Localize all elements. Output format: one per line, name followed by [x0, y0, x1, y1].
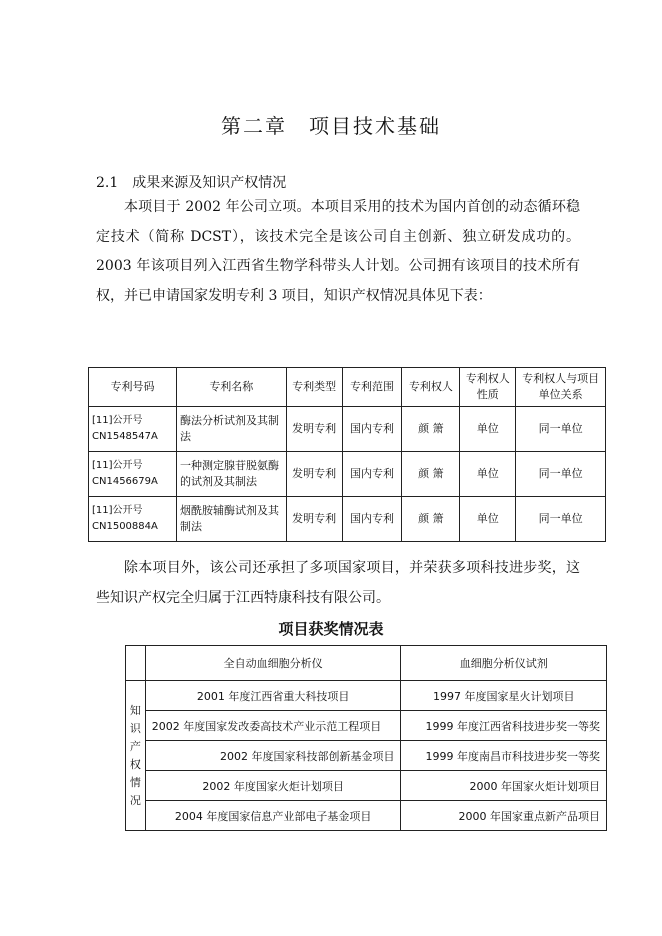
reagent-award: 1999 年度江西省科技进步奖一等奖: [401, 711, 607, 741]
header-holder-relation: 专利权人与项目单位关系: [516, 368, 606, 407]
patent-type: 发明专利: [286, 452, 342, 497]
patent-table: [88, 367, 606, 542]
analyzer-award: 2002 年度国家火炬计划项目: [145, 771, 401, 801]
header-analyzer: 全自动血细胞分析仪: [145, 646, 401, 681]
analyzer-award: 2001 年度江西省重大科技项目: [145, 681, 401, 711]
header-patent-scope: 专利范围: [342, 368, 402, 407]
table-row: [126, 711, 607, 741]
award-table: [125, 645, 607, 831]
patent-type: 发明专利: [286, 407, 342, 452]
header-patent-type: 专利类型: [286, 368, 342, 407]
analyzer-award: 2004 年度国家信息产业部电子基金项目: [145, 801, 401, 831]
holder-nature: 单位: [460, 497, 516, 542]
table-row: [126, 741, 607, 771]
patent-number: [11]公开号 CN1548547A: [89, 407, 177, 452]
award-table-header: [126, 646, 607, 681]
awards-paragraph: 除本项目外，该公司还承担了多项国家项目，并荣获多项科技进步奖，这些知识产权完全归属于江西特康科技有限公司。: [96, 560, 580, 606]
patent-scope: 国内专利: [342, 497, 402, 542]
table-row: [126, 801, 607, 831]
patent-table-header: [89, 368, 606, 407]
holder-relation: 同一单位: [516, 497, 606, 542]
patent-name: 一种测定腺苷脱氨酶的试剂及其制法: [176, 452, 286, 497]
table-row: [89, 497, 606, 542]
holder-relation: 同一单位: [516, 452, 606, 497]
holder-nature: 单位: [460, 407, 516, 452]
award-table-caption: 项目获奖情况表: [278, 620, 384, 638]
reagent-award: 2000 年国家重点新产品项目: [401, 801, 607, 831]
patent-number: [11]公开号 CN1500884A: [89, 497, 177, 542]
patent-holder: 颜 箫: [402, 407, 460, 452]
reagent-award: 1997 年度国家星火计划项目: [401, 681, 607, 711]
holder-nature: 单位: [460, 452, 516, 497]
patent-scope: 国内专利: [342, 452, 402, 497]
reagent-award: 2000 年国家火炬计划项目: [401, 771, 607, 801]
header-patent-holder: 专利权人: [402, 368, 460, 407]
table-row: [89, 452, 606, 497]
patent-scope: 国内专利: [342, 407, 402, 452]
patent-name: 烟酰胺辅酶试剂及其制法: [176, 497, 286, 542]
intro-paragraph: 本项目于 2002 年公司立项。本项目采用的技术为国内首创的动态循环稳定技术（简称 DCST），该技术完全是该公司自主创新、独立研发成功的。2003 年该项目列入江西省生物学科带头人计划。公司拥有该项目的技术所有权，并已申请国家发明专利 3 项目，知识产权情况具体见下表：: [96, 199, 580, 304]
patent-name: 酶法分析试剂及其制法: [176, 407, 286, 452]
table-row: [89, 407, 606, 452]
reagent-award: 1999 年度南昌市科技进步奖一等奖: [401, 741, 607, 771]
holder-relation: 同一单位: [516, 407, 606, 452]
patent-holder: 颜 箫: [402, 497, 460, 542]
table-row: [126, 771, 607, 801]
patent-number: [11]公开号 CN1456679A: [89, 452, 177, 497]
section-title: 成果来源及知识产权情况: [132, 175, 287, 191]
side-label: 知 识 产 权 情 况: [126, 681, 146, 831]
analyzer-award: 2002 年度国家科技部创新基金项目: [145, 741, 401, 771]
patent-holder: 颜 箫: [402, 452, 460, 497]
table-row: [126, 681, 607, 711]
section-number: 2.1: [96, 175, 119, 191]
header-reagent: 血细胞分析仪试剂: [401, 646, 607, 681]
header-patent-name: 专利名称: [176, 368, 286, 407]
patent-type: 发明专利: [286, 497, 342, 542]
chapter-title: 第二章 项目技术基础: [221, 114, 441, 138]
analyzer-award: 2002 年度国家发改委高技术产业示范工程项目: [145, 711, 401, 741]
header-blank: [126, 646, 146, 681]
section-heading: [96, 172, 286, 192]
header-holder-nature: 专利权人性质: [460, 368, 516, 407]
header-patent-number: 专利号码: [89, 368, 177, 407]
